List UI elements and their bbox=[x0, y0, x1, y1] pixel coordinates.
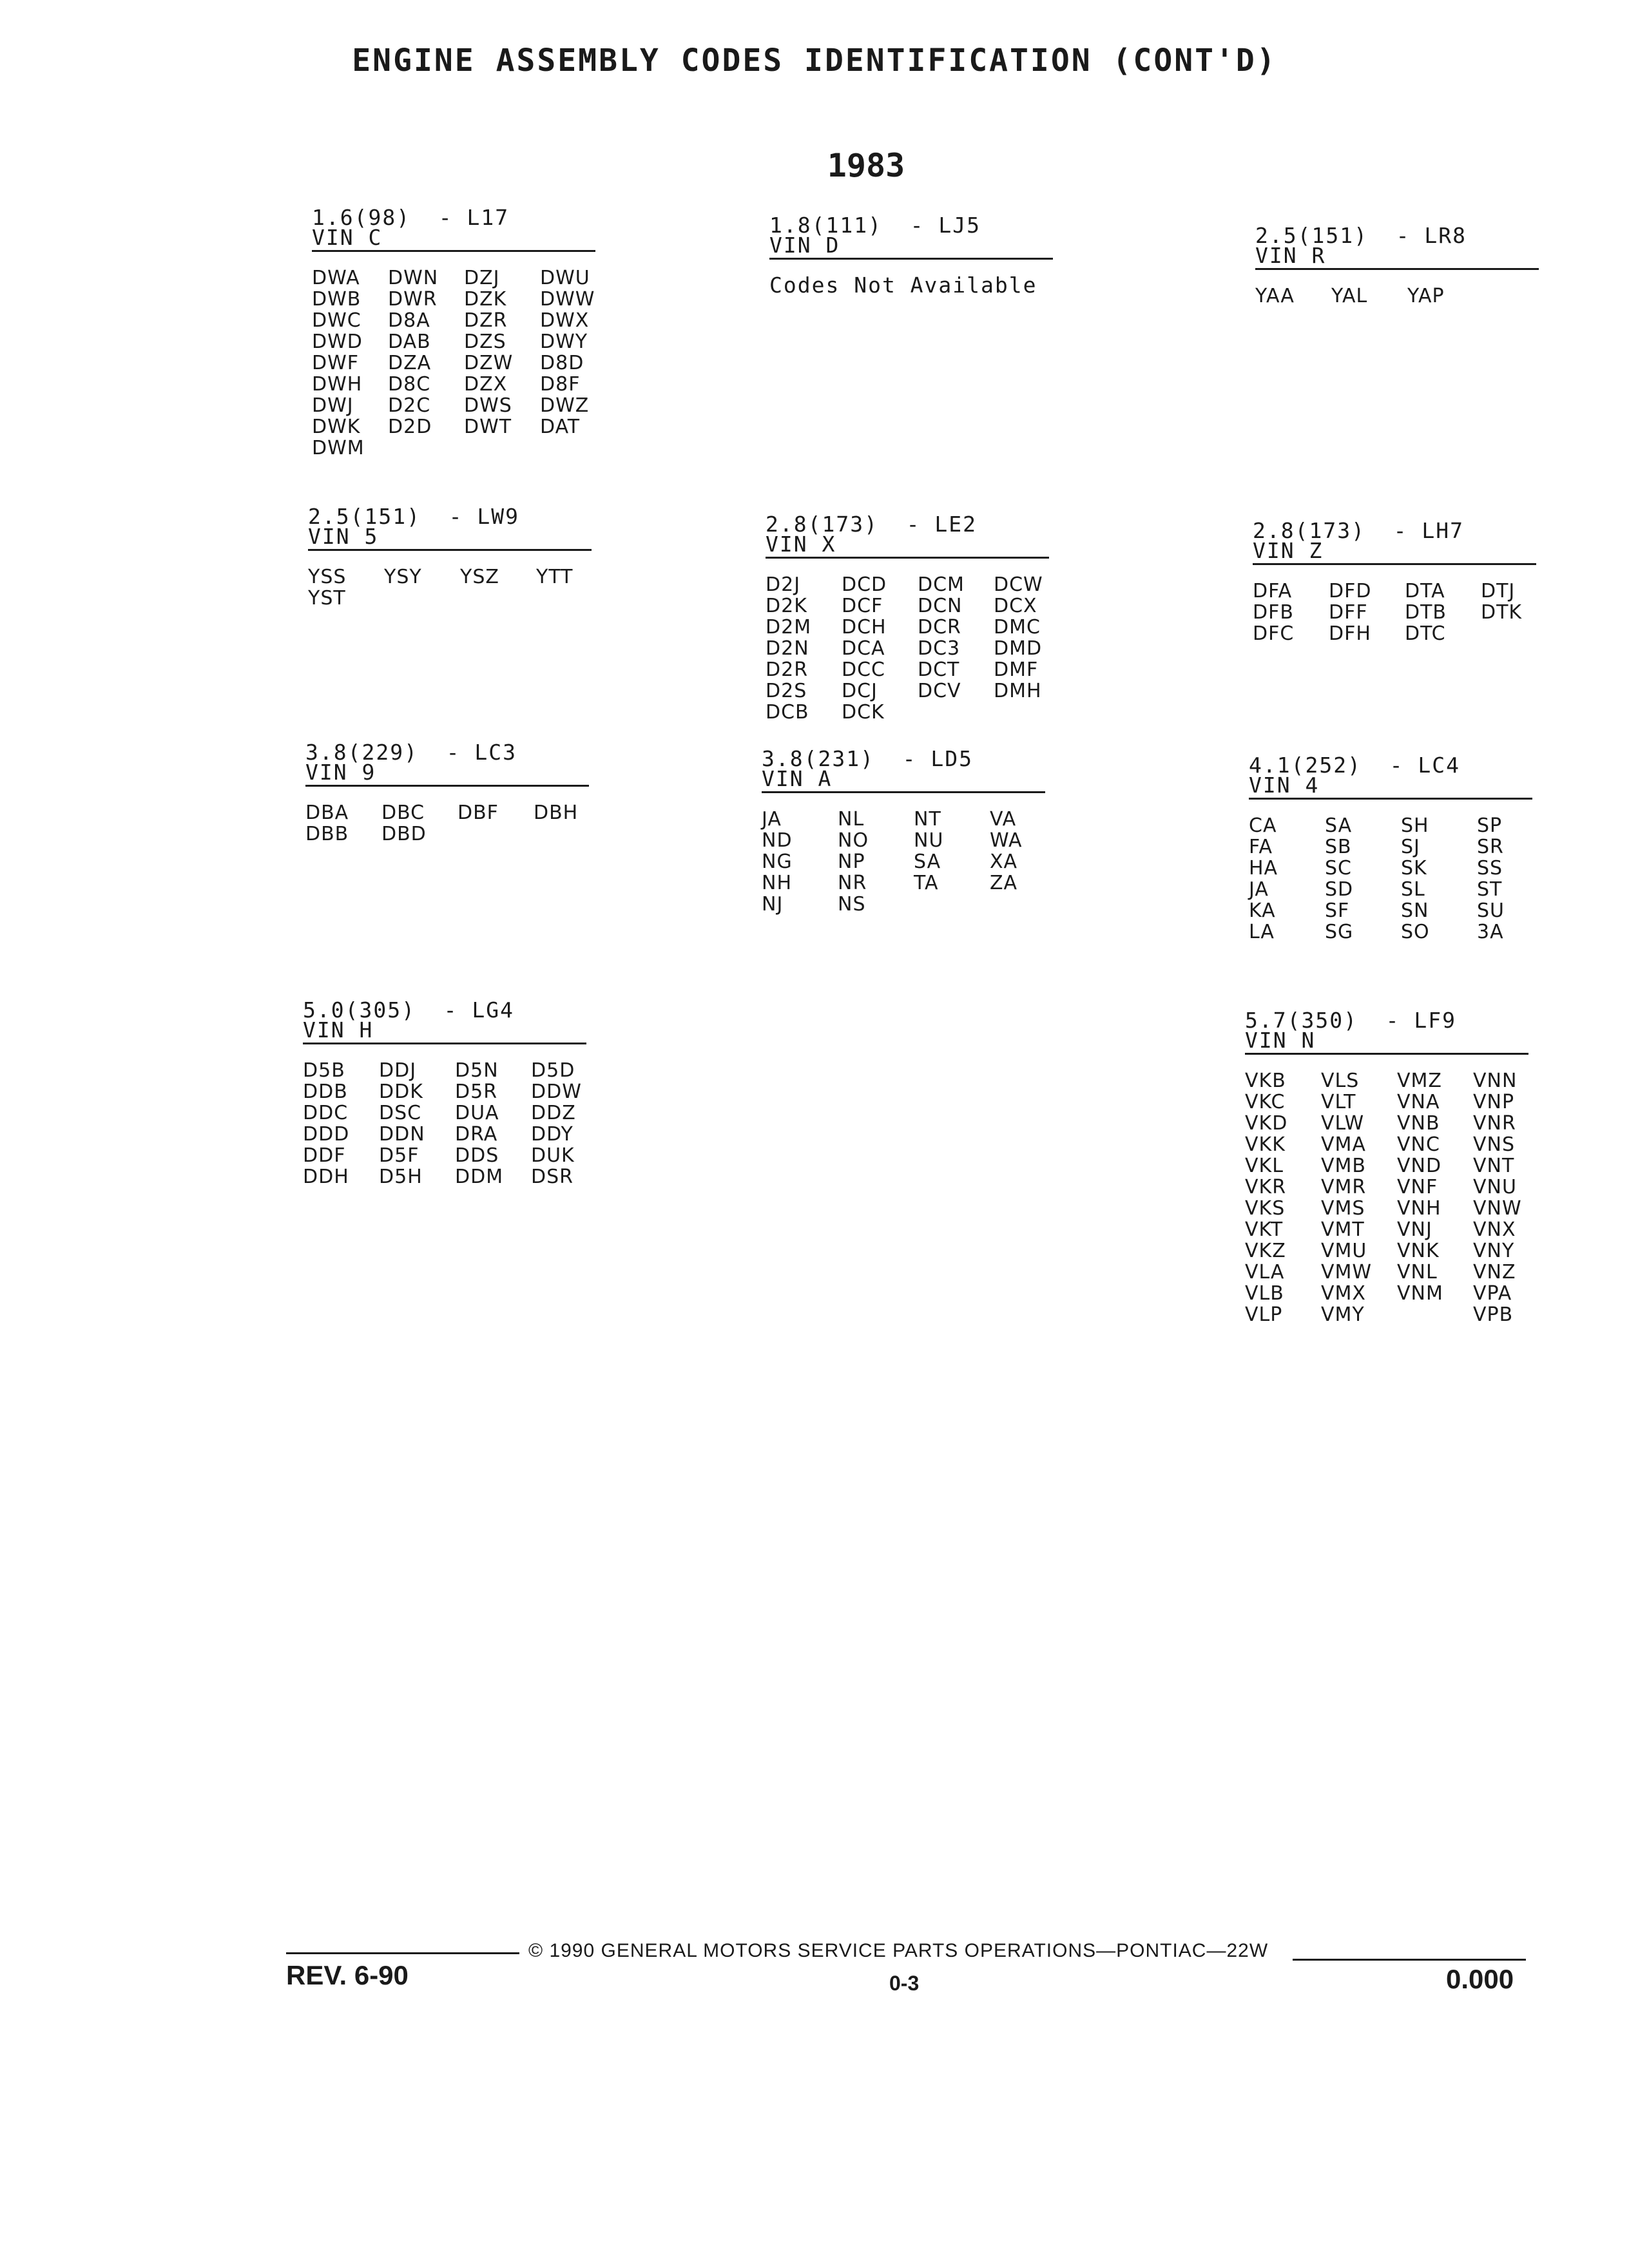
engine-code: DWA bbox=[312, 267, 360, 289]
engine-code: VMU bbox=[1321, 1240, 1367, 1262]
code-grid bbox=[305, 802, 589, 845]
engine-code: VNJ bbox=[1397, 1218, 1432, 1241]
engine-code: SF bbox=[1325, 899, 1350, 922]
page-number: 0-3 bbox=[889, 1972, 920, 1995]
code-grid bbox=[303, 1060, 586, 1187]
engine-code: DDB bbox=[303, 1081, 348, 1103]
engine-header bbox=[762, 746, 1045, 793]
engine-code: VNM bbox=[1397, 1282, 1443, 1305]
engine-code: D2D bbox=[388, 416, 432, 438]
engine-code: VNF bbox=[1397, 1176, 1438, 1198]
engine-code: DCA bbox=[842, 637, 885, 660]
engine-code: DFF bbox=[1329, 601, 1368, 624]
vin-label: VIN 9 bbox=[305, 760, 376, 785]
engine-code: DCB bbox=[766, 701, 809, 724]
footer-rule-right bbox=[1293, 1959, 1526, 1961]
engine-code: DCW bbox=[994, 573, 1043, 596]
engine-code: DFC bbox=[1253, 622, 1295, 645]
engine-header bbox=[312, 207, 595, 252]
engine-code: YAA bbox=[1255, 285, 1295, 307]
engine-code: VKZ bbox=[1245, 1240, 1286, 1262]
engine-block-lh7 bbox=[1253, 518, 1536, 645]
engine-code: VKR bbox=[1245, 1176, 1287, 1198]
engine-code: VMX bbox=[1321, 1282, 1366, 1305]
engine-code: DAT bbox=[540, 416, 581, 438]
engine-code: DCF bbox=[842, 595, 883, 617]
engine-code: VLW bbox=[1321, 1112, 1365, 1135]
engine-header bbox=[769, 215, 1053, 260]
engine-code: DDF bbox=[303, 1144, 346, 1167]
engine-code: VKS bbox=[1245, 1197, 1286, 1220]
engine-code: VA bbox=[990, 808, 1017, 831]
engine-header bbox=[1245, 1010, 1528, 1055]
engine-code: VNU bbox=[1473, 1176, 1517, 1198]
engine-code: SS bbox=[1477, 857, 1503, 879]
engine-code: DDW bbox=[531, 1081, 582, 1103]
vin-label: VIN A bbox=[762, 766, 833, 791]
engine-code: D2K bbox=[766, 595, 807, 617]
engine-code: SA bbox=[1325, 814, 1353, 837]
engine-code: DWJ bbox=[312, 394, 354, 417]
engine-code: DSC bbox=[379, 1102, 422, 1124]
code-grid bbox=[1253, 581, 1536, 644]
engine-block-ld5 bbox=[762, 746, 1045, 916]
vin-label: VIN H bbox=[303, 1017, 374, 1043]
engine-code: VMY bbox=[1321, 1303, 1365, 1326]
engine-code: DWB bbox=[312, 288, 361, 311]
engine-code: VKL bbox=[1245, 1155, 1284, 1177]
revision-label: REV. 6-90 bbox=[286, 1960, 409, 1990]
vin-label: VIN N bbox=[1245, 1028, 1316, 1053]
engine-code: VNR bbox=[1473, 1112, 1516, 1135]
engine-code: SG bbox=[1325, 921, 1354, 943]
code-grid bbox=[762, 809, 1045, 915]
engine-size-label: 2.8(173) - LE2 bbox=[766, 512, 978, 537]
engine-code: SA bbox=[914, 850, 941, 873]
engine-code: DWZ bbox=[540, 394, 590, 417]
engine-code: DDJ bbox=[379, 1059, 417, 1082]
engine-code: DZA bbox=[388, 352, 432, 374]
engine-code: YSY bbox=[384, 566, 422, 588]
engine-code: FA bbox=[1249, 836, 1273, 858]
engine-code: YSZ bbox=[460, 566, 499, 588]
engine-code: DBC bbox=[381, 802, 425, 824]
code-grid bbox=[1255, 285, 1539, 307]
engine-code: DDH bbox=[303, 1166, 349, 1188]
engine-code: NU bbox=[914, 829, 944, 852]
engine-code: DWS bbox=[464, 394, 512, 417]
engine-code: VNN bbox=[1473, 1070, 1518, 1092]
engine-code: SO bbox=[1401, 921, 1430, 943]
engine-code: XA bbox=[990, 850, 1018, 873]
codes-note: Codes Not Available bbox=[769, 273, 1037, 298]
engine-code: DWX bbox=[540, 309, 590, 332]
engine-code: DMD bbox=[994, 637, 1043, 660]
engine-code: D2M bbox=[766, 616, 812, 639]
engine-code: DWM bbox=[312, 437, 365, 459]
engine-code: DWH bbox=[312, 373, 363, 396]
engine-code: VMT bbox=[1321, 1218, 1365, 1241]
engine-code: 3A bbox=[1477, 921, 1504, 943]
engine-code: SL bbox=[1401, 878, 1425, 901]
engine-code: VPB bbox=[1473, 1303, 1514, 1326]
engine-code: NO bbox=[838, 829, 869, 852]
engine-code: DDC bbox=[303, 1102, 349, 1124]
engine-code: DCH bbox=[842, 616, 887, 639]
engine-block-lc3 bbox=[305, 742, 589, 845]
engine-code: DBF bbox=[458, 802, 499, 824]
engine-header bbox=[1255, 223, 1539, 270]
engine-code: DWC bbox=[312, 309, 361, 332]
engine-code: KA bbox=[1249, 899, 1276, 922]
engine-size-label: 2.5(151) - LR8 bbox=[1255, 223, 1467, 248]
engine-code: VLT bbox=[1321, 1091, 1356, 1113]
engine-code: NP bbox=[838, 850, 865, 873]
engine-code: CA bbox=[1249, 814, 1277, 837]
engine-code: VMB bbox=[1321, 1155, 1366, 1177]
engine-code: SB bbox=[1325, 836, 1352, 858]
engine-code: SC bbox=[1325, 857, 1352, 879]
engine-code: VLB bbox=[1245, 1282, 1284, 1305]
vin-label: VIN Z bbox=[1253, 538, 1324, 563]
engine-code: DDD bbox=[303, 1123, 350, 1146]
engine-code: JA bbox=[1249, 878, 1269, 901]
engine-code: DWT bbox=[464, 416, 512, 438]
engine-code: TA bbox=[914, 872, 939, 894]
engine-code: DZS bbox=[464, 331, 506, 353]
engine-code: DRA bbox=[455, 1123, 498, 1146]
engine-header bbox=[305, 742, 589, 787]
engine-code: DDZ bbox=[531, 1102, 576, 1124]
section-number: 0.000 bbox=[1446, 1964, 1514, 1994]
engine-size-label: 2.8(173) - LH7 bbox=[1253, 518, 1465, 543]
engine-size-label: 1.8(111) - LJ5 bbox=[769, 213, 981, 238]
code-grid bbox=[766, 574, 1049, 723]
engine-code: DZW bbox=[464, 352, 514, 374]
engine-code: DTJ bbox=[1481, 580, 1516, 602]
engine-code: DTA bbox=[1405, 580, 1445, 602]
engine-code: SD bbox=[1325, 878, 1354, 901]
engine-code: SR bbox=[1477, 836, 1504, 858]
engine-code: HA bbox=[1249, 857, 1278, 879]
engine-code: DZX bbox=[464, 373, 508, 396]
engine-code: D5D bbox=[531, 1059, 575, 1082]
engine-code: DDN bbox=[379, 1123, 425, 1146]
engine-size-label: 3.8(229) - LC3 bbox=[305, 740, 517, 765]
engine-code: VNW bbox=[1473, 1197, 1522, 1220]
engine-code: DCT bbox=[918, 658, 960, 681]
engine-block-lj5 bbox=[769, 215, 1053, 298]
engine-code: VKK bbox=[1245, 1133, 1286, 1156]
engine-header bbox=[303, 997, 586, 1044]
engine-code: DCC bbox=[842, 658, 885, 681]
engine-code: NR bbox=[838, 872, 867, 894]
engine-code: D2R bbox=[766, 658, 809, 681]
engine-code: VNZ bbox=[1473, 1261, 1516, 1283]
engine-code: DCJ bbox=[842, 680, 878, 702]
engine-code: DFD bbox=[1329, 580, 1372, 602]
engine-code: ST bbox=[1477, 878, 1503, 901]
engine-code: DWK bbox=[312, 416, 361, 438]
engine-code: DDS bbox=[455, 1144, 499, 1167]
engine-code: D8D bbox=[540, 352, 584, 374]
engine-code: SP bbox=[1477, 814, 1503, 837]
engine-code bbox=[1397, 1304, 1473, 1325]
engine-code: DWR bbox=[388, 288, 438, 311]
engine-code: VKC bbox=[1245, 1091, 1286, 1113]
engine-code: VMZ bbox=[1397, 1070, 1442, 1092]
engine-code: VMR bbox=[1321, 1176, 1367, 1198]
engine-code: JA bbox=[762, 808, 782, 831]
engine-code: VNB bbox=[1397, 1112, 1440, 1135]
vin-label: VIN D bbox=[769, 233, 840, 258]
engine-code: D8A bbox=[388, 309, 430, 332]
engine-size-label: 2.5(151) - LW9 bbox=[308, 504, 520, 529]
engine-code: VLA bbox=[1245, 1261, 1285, 1283]
engine-code: NJ bbox=[762, 893, 784, 916]
engine-code: SU bbox=[1477, 899, 1505, 922]
engine-code: DCN bbox=[918, 595, 963, 617]
engine-code: D2N bbox=[766, 637, 809, 660]
engine-code: NL bbox=[838, 808, 865, 831]
engine-code: DTK bbox=[1481, 601, 1523, 624]
engine-code: YTT bbox=[536, 566, 574, 588]
engine-block-lg4 bbox=[303, 997, 586, 1188]
engine-code: DWU bbox=[540, 267, 590, 289]
engine-code: DBA bbox=[305, 802, 349, 824]
engine-code: DDM bbox=[455, 1166, 504, 1188]
engine-code: VNP bbox=[1473, 1091, 1515, 1113]
engine-code: DCK bbox=[842, 701, 885, 724]
engine-code: DBB bbox=[305, 823, 349, 845]
engine-code: YAL bbox=[1331, 285, 1368, 307]
engine-code: VNH bbox=[1397, 1197, 1441, 1220]
engine-code: D5N bbox=[455, 1059, 499, 1082]
engine-code: LA bbox=[1249, 921, 1275, 943]
engine-code: D8C bbox=[388, 373, 431, 396]
engine-code: DZR bbox=[464, 309, 508, 332]
year-heading: 1983 bbox=[827, 147, 905, 184]
engine-code: D8F bbox=[540, 373, 581, 396]
engine-code: WA bbox=[990, 829, 1023, 852]
engine-code: DCV bbox=[918, 680, 961, 702]
engine-code: SK bbox=[1401, 857, 1427, 879]
engine-code: DZK bbox=[464, 288, 507, 311]
engine-block-l17 bbox=[312, 207, 595, 459]
engine-code: DTC bbox=[1405, 622, 1446, 645]
engine-code: VNA bbox=[1397, 1091, 1440, 1113]
engine-code: DCD bbox=[842, 573, 887, 596]
engine-header bbox=[766, 514, 1049, 559]
engine-header bbox=[1253, 518, 1536, 565]
engine-code: DZJ bbox=[464, 267, 500, 289]
engine-code: DCX bbox=[994, 595, 1037, 617]
engine-code: D5B bbox=[303, 1059, 345, 1082]
engine-block-lr8 bbox=[1255, 223, 1539, 307]
vin-label: VIN R bbox=[1255, 243, 1326, 268]
engine-code: YST bbox=[308, 587, 346, 610]
vin-label: VIN 5 bbox=[308, 524, 379, 549]
engine-code: VMW bbox=[1321, 1261, 1373, 1283]
engine-code: VNS bbox=[1473, 1133, 1516, 1156]
engine-code: NG bbox=[762, 850, 793, 873]
engine-code: DDY bbox=[531, 1123, 574, 1146]
engine-code: DFB bbox=[1253, 601, 1294, 624]
engine-code: DCR bbox=[918, 616, 961, 639]
engine-code: VND bbox=[1397, 1155, 1442, 1177]
engine-code: NS bbox=[838, 893, 866, 916]
engine-code: DMH bbox=[994, 680, 1042, 702]
engine-code: DBD bbox=[381, 823, 427, 845]
engine-code: VKT bbox=[1245, 1218, 1284, 1241]
engine-code: VNK bbox=[1397, 1240, 1440, 1262]
engine-code: ZA bbox=[990, 872, 1018, 894]
engine-block-lc4 bbox=[1249, 755, 1532, 943]
engine-code: DCM bbox=[918, 573, 965, 596]
engine-block-lf9 bbox=[1245, 1010, 1528, 1325]
vin-label: VIN X bbox=[766, 532, 836, 557]
engine-code: VKD bbox=[1245, 1112, 1288, 1135]
engine-code: SH bbox=[1401, 814, 1429, 837]
engine-code: D2J bbox=[766, 573, 801, 596]
engine-code: DWW bbox=[540, 288, 595, 311]
page-title: ENGINE ASSEMBLY CODES IDENTIFICATION (CONT'D) bbox=[352, 43, 1277, 79]
vin-label: VIN C bbox=[312, 225, 383, 250]
engine-code: VMA bbox=[1321, 1133, 1366, 1156]
engine-code: SN bbox=[1401, 899, 1429, 922]
code-grid bbox=[308, 566, 592, 609]
engine-header bbox=[308, 506, 592, 551]
engine-code: YAP bbox=[1407, 285, 1445, 307]
engine-code: VPA bbox=[1473, 1282, 1512, 1305]
engine-code: DTB bbox=[1405, 601, 1447, 624]
engine-code: DUA bbox=[455, 1102, 499, 1124]
engine-header bbox=[1249, 755, 1532, 800]
engine-code: NH bbox=[762, 872, 792, 894]
engine-code: D2C bbox=[388, 394, 431, 417]
engine-code: DSR bbox=[531, 1166, 574, 1188]
engine-code: DDK bbox=[379, 1081, 423, 1103]
engine-block-lw9 bbox=[308, 506, 592, 609]
engine-code: VNX bbox=[1473, 1218, 1516, 1241]
engine-code: DWN bbox=[388, 267, 439, 289]
engine-code: D2S bbox=[766, 680, 807, 702]
engine-size-label: 5.7(350) - LF9 bbox=[1245, 1008, 1457, 1033]
engine-code: DMF bbox=[994, 658, 1039, 681]
code-grid bbox=[1249, 815, 1532, 943]
engine-code: DC3 bbox=[918, 637, 961, 660]
footer-rule-left bbox=[286, 1952, 519, 1954]
engine-size-label: 5.0(305) - LG4 bbox=[303, 997, 515, 1023]
engine-code: VNY bbox=[1473, 1240, 1515, 1262]
engine-code: DUK bbox=[531, 1144, 575, 1167]
engine-size-label: 3.8(231) - LD5 bbox=[762, 746, 974, 771]
engine-size-label: 4.1(252) - LC4 bbox=[1249, 753, 1461, 778]
code-grid bbox=[312, 267, 595, 459]
engine-code: SJ bbox=[1401, 836, 1420, 858]
engine-block-le2 bbox=[766, 514, 1049, 723]
engine-code: VLP bbox=[1245, 1303, 1283, 1326]
engine-code: VKB bbox=[1245, 1070, 1286, 1092]
engine-code: D5R bbox=[455, 1081, 498, 1103]
engine-code: DAB bbox=[388, 331, 431, 353]
engine-code: DFH bbox=[1329, 622, 1371, 645]
engine-code: NT bbox=[914, 808, 941, 831]
engine-code: YSS bbox=[308, 566, 347, 588]
engine-code: D5F bbox=[379, 1144, 419, 1167]
engine-code: DWF bbox=[312, 352, 360, 374]
vin-label: VIN 4 bbox=[1249, 773, 1320, 798]
engine-code: DBH bbox=[534, 802, 579, 824]
engine-code: ND bbox=[762, 829, 793, 852]
engine-code: VNL bbox=[1397, 1261, 1438, 1283]
engine-code: VNT bbox=[1473, 1155, 1515, 1177]
engine-code: DFA bbox=[1253, 580, 1293, 602]
engine-code: DWY bbox=[540, 331, 588, 353]
engine-code: VNC bbox=[1397, 1133, 1440, 1156]
engine-size-label: 1.6(98) - L17 bbox=[312, 205, 510, 230]
engine-code: VMS bbox=[1321, 1197, 1365, 1220]
engine-code: VLS bbox=[1321, 1070, 1360, 1092]
engine-code: DMC bbox=[994, 616, 1041, 639]
engine-code: D5H bbox=[379, 1166, 423, 1188]
code-grid bbox=[1245, 1070, 1528, 1325]
footer-copyright: © 1990 GENERAL MOTORS SERVICE PARTS OPERATIONS—PONTIAC—22W bbox=[528, 1940, 1269, 1961]
engine-code: DWD bbox=[312, 331, 363, 353]
